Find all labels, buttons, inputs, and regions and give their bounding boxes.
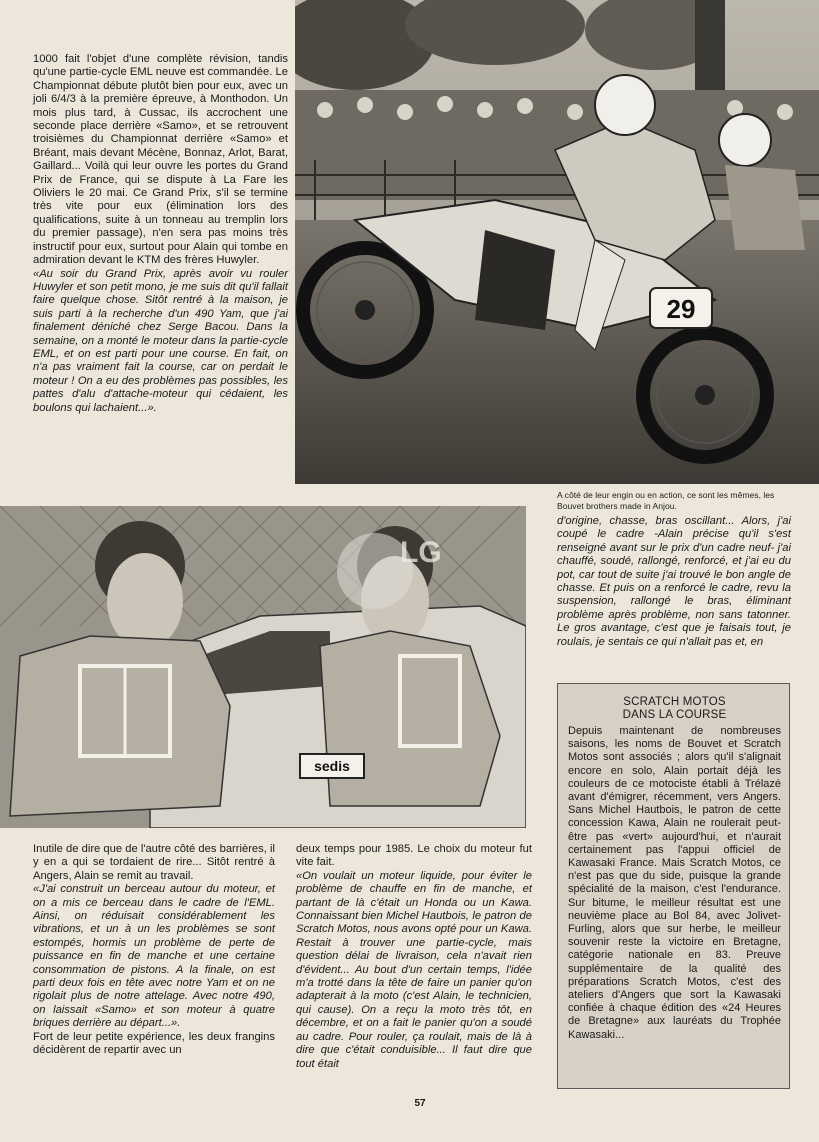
photo-motocross-sidecar <box>295 0 819 484</box>
watermark-logo: LG <box>400 536 442 569</box>
article-column-top-left <box>33 53 288 415</box>
sidecar-racing-illustration <box>295 0 819 484</box>
paragraph: «On voulait un moteur liquide, pour éviter le problème de chauffe en fin de manche, et partant de là c'était un Honda ou un Kawa. Connaissant bien Michel Hautbois, le patron de Scratch Motos, nous avons opté pour un Kawa. Restait à trouver une partie-cycle, mais question délai de livraison, cela n'avait rien d'évident... Au bout d'un certain temps, l'idée m'a trotté dans la tête de faire un panier qu'on adapterait à la moto (c'est Alain, le technicien, qui cause). On a reçu la moto très tôt, en décembre, et on a fait le panier qu'on a soudé au cadre. Pour rouler, ça roulait, mais de là à dire que c'était conduisible... Il faut dire que tout était <box>296 869 532 1070</box>
sponsor-sticker: sedis <box>314 758 350 774</box>
brothers-portrait-illustration <box>0 506 526 828</box>
paragraph: Inutile de dire que de l'autre côté des barrières, il y en a qui se tordaient de rire... Sitôt rentré à Angers, Alain se remit au travail. <box>33 843 275 882</box>
page-number: 57 <box>414 1098 426 1109</box>
paragraph: 1000 fait l'objet d'une complète révision, tandis qu'une partie-cycle EML neuve est commandée. Le Championnat débute plutôt bien pour eux, avec un joli 6/4/3 à la première épreuve, à Monthodon. Un mois plus tard, à Cussac, ils accrochent une seconde place derrière «Samo», et se retrouvent troisièmes du Championnat derrière «Samo» et Bréant, mais devant Mécène, Bonnaz, Arlot, Barat, Gaillard... Voilà qui leur ouvre les portes du Grand Prix de France, qui se dispute à La Fare les Oliviers le 20 mai. Ce Grand Prix, s'il se termine très vite pour eux (élimination lors des qualifications, suite à un tonneau au tremplin lors du premier passage), n'en sera pas moins très instructif pour eux, surtout pour Alain qui tombe en admiration devant le KTM des frères Huwyler. <box>33 53 288 267</box>
article-column-bottom-mid <box>296 843 532 1071</box>
article-column-mid-right <box>557 515 791 649</box>
paragraph: deux temps pour 1985. Le choix du moteur fut vite fait. <box>296 843 532 869</box>
paragraph: d'origine, chasse, bras oscillant... Alors, j'ai coupé le cadre -Alain précise qu'il s'est renseigné avant sur le prix d'un cadre neuf- j'ai chauffé, soudé, rallongé, renforcé, et j'ai eu du pot, car tout de suite j'ai trouvé le bon angle de chasse. Et puis on a renforcé le cadre, revu la suspension, rallongé le bras, éliminant problème après problème, non sans tatonner. Le gros avantage, c'est que je faisais tout, je roulais, je sentais ce qui n'allait pas et, en <box>557 515 791 648</box>
sidebar-box-scratch-motos <box>557 683 790 1089</box>
paragraph: «J'ai construit un berceau autour du moteur, et on a mis ce berceau dans le cadre de l'EML. Ainsi, on réduisait considérablement les vibrations, et un à un les problèmes se sont estompés, hormis un problème de perte de puissance en fin de manche et une certaine consommation de pistons. A la finale, on est parti deux fois en tête avec notre Yam et on ne rigolait plus de notre attelage. Avec notre 490, on laissait «Samo» et son moteur à quatre briques derrière au départ...». <box>33 883 275 1030</box>
photo-caption: A côté de leur engin ou en action, ce sont les mêmes, les Bouvet brothers made in Anjou. <box>557 490 775 511</box>
sidebar-title-line2: DANS LA COURSE <box>622 709 727 721</box>
article-column-bottom-left <box>33 843 275 1058</box>
paragraph: «Au soir du Grand Prix, après avoir vu rouler Huwyler et son petit mono, je me suis dit qu'il fallait faire quelque chose. Sitôt rentré à la maison, je suis parti à la recherche d'un 490 Yam, que j'ai finalement déniché chez Serge Bacou. Dans la semaine, on a monté le moteur dans la partie-cycle EML, et on est parti pour une course. En fait, on n'a pas vraiment fait la course, car on perdait le moteur ! On a eu des problèmes pas possibles, les pattes d'alu d'attache-moteur qui cédaient, les boulons qui lachaient...». <box>33 267 288 414</box>
sidebar-title <box>568 696 781 722</box>
race-number-plate: 29 <box>666 294 696 324</box>
sidebar-title-line1: SCRATCH MOTOS <box>623 696 726 708</box>
photo-bouvet-brothers <box>0 506 526 828</box>
paragraph: Fort de leur petite expérience, les deux frangins décidèrent de repartir avec un <box>33 1030 275 1057</box>
sidebar-text: Depuis maintenant de nombreuses saisons, les noms de Bouvet et Scratch Motos sont associés ; alors qu'il s'alignait encore en solo, Alain portait déjà les couleurs de ce motociste établi à Trélazé avant d'émigrer, récemment, vers Angers. Sans Michel Hautbois, le patron de cette concession Kawa, Alain ne roulerait peut-être pas «vert» aujourd'hui, et n'aurait certainement pas l'appui officiel de Kawasaki France. Mais Scratch Motos, ce n'est pas que du side, puisque la grande spécialité de la maison, c'est l'endurance. Sur bitume, le meilleur résultat est une neuvième place au Bol 84, avec Jolivet-Furling, alors que sur herbe, le meilleur souvenir reste la victoire en Bretagne, catégorie nationale en 83. Preuve supplémentaire de la qualité des préparations Scratch Motos, c'est des ateliers d'Angers que sort la Kawasaki confiée à chaque édition des «24 Heures de Bretagne» aux lauréats du Trophée Kawasaki... <box>568 725 781 1041</box>
